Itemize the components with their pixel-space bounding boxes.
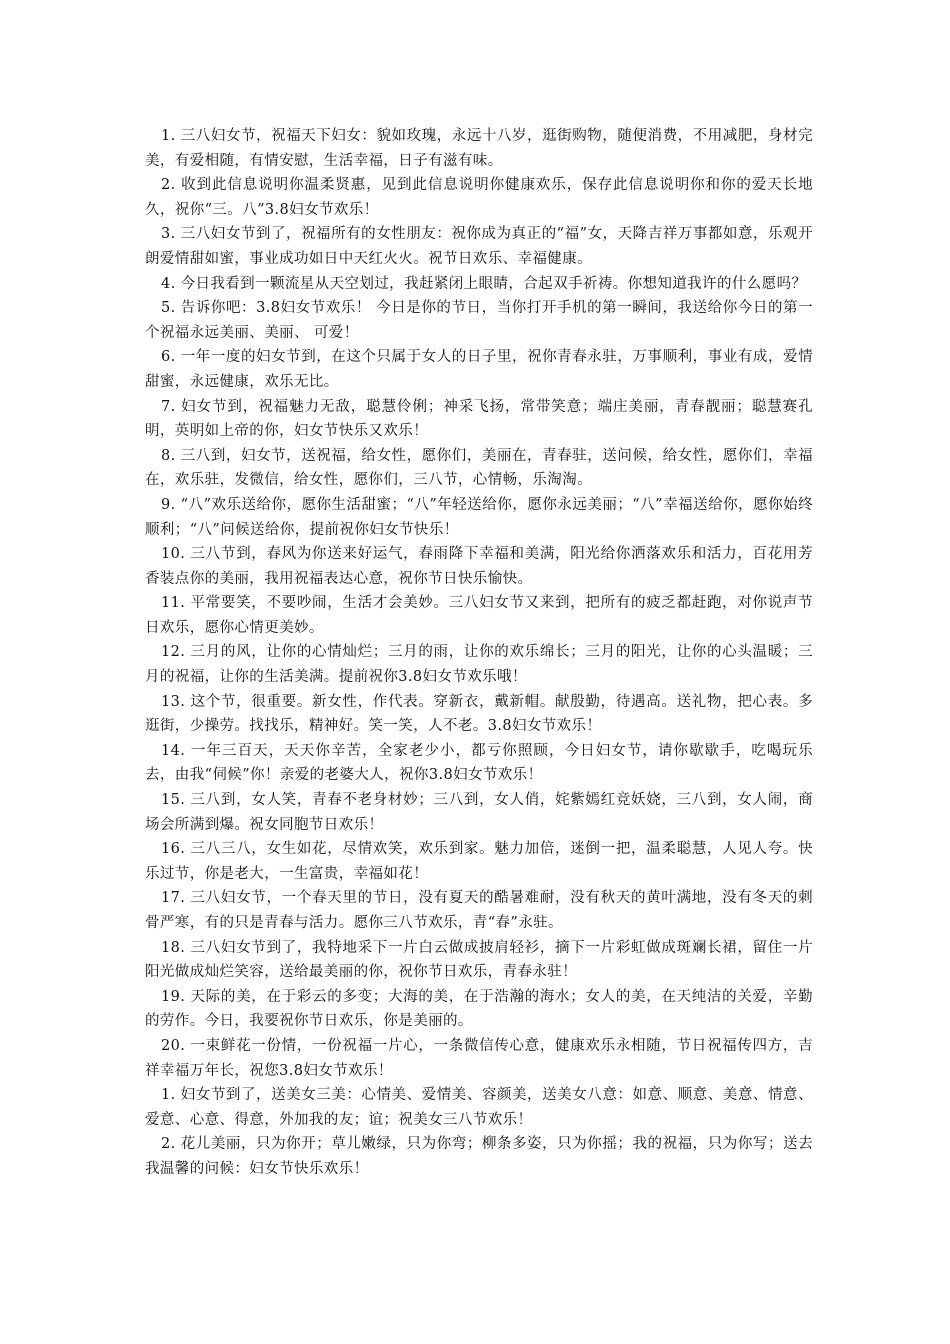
wish-paragraph-5: 5. 告诉你吧：3.8妇女节欢乐！ 今日是你的节日，当你打开手机的第一瞬间，我送给你今日的第一个祝福永远美丽、美丽、 可爱！ <box>145 300 813 341</box>
wish-paragraph-16: 16. 三八三八，女生如花，尽情欢笑，欢乐到家。魅力加倍，迷倒一把，温柔聪慧，人见人夸。快乐过节，你是老大，一生富贵，幸福如花！ <box>145 841 813 882</box>
wish-paragraph-4: 4. 今日我看到一颗流星从天空划过，我赶紧闭上眼睛，合起双手祈祷。你想知道我许的什么愿吗？ <box>160 275 807 292</box>
wish-paragraph-21: 1. 妇女节到了，送美女三美：心情美、爱情美、容颜美，送美女八意：如意、顺意、美意、情意、爱意、心意、得意，外加我的友；谊；祝美女三八节欢乐！ <box>145 1087 813 1128</box>
document-body <box>145 124 813 1182</box>
wish-paragraph-13: 13. 这个节，很重要。新女性，作代表。穿新衣，戴新帽。献殷勤，待遇高。送礼物，把心表。多逛街，少操劳。找找乐，精神好。笑一笑，人不老。3.8妇女节欢乐！ <box>145 693 813 735</box>
wish-paragraph-10: 10. 三八节到，春风为你送来好运气，春雨降下幸福和美满，阳光给你洒落欢乐和活力，百花用芳香装点你的美丽，我用祝福表达心意，祝你节日快乐愉快。 <box>145 546 813 587</box>
wish-paragraph-12: 12. 三月的风，让你的心情灿烂；三月的雨，让你的欢乐绵长；三月的阳光，让你的心头温暖；三月的祝福，让你的生活美满。提前祝你3.8妇女节欢乐哦！ <box>145 644 813 686</box>
wish-paragraph-3: 3. 三八妇女节到了，祝福所有的女性朋友：祝你成为真正的“福”女，天降吉祥万事都如意，乐观开朗爱情甜如蜜，事业成功如日中天红火火。祝节日欢乐、幸福健康。 <box>145 226 813 267</box>
wish-paragraph-2: 2. 收到此信息说明你温柔贤惠，见到此信息说明你健康欢乐，保存此信息说明你和你的爱天长地久，祝你“三。八”3.8妇女节欢乐！ <box>145 177 813 218</box>
wish-paragraph-19: 19. 天际的美，在于彩云的多变；大海的美，在于浩瀚的海水；女人的美，在天纯洁的关爱，辛勤的劳作。今日，我要祝你节日欢乐，你是美丽的。 <box>145 988 813 1030</box>
wish-paragraph-11: 11. 平常要笑，不要吵闹，生活才会美妙。三八妇女节又来到，把所有的疲乏都赶跑，对你说声节日欢乐，愿你心情更美妙。 <box>145 595 813 636</box>
wish-paragraph-14: 14. 一年三百天，天天你辛苦，全家老少小，都亏你照顾，今日妇女节，请你歇歇手，吃喝玩乐去，由我“伺候”你！亲爱的老婆大人，祝你3.8妇女节欢乐！ <box>145 742 813 784</box>
wish-paragraph-18: 18. 三八妇女节到了，我特地采下一片白云做成披肩轻衫，摘下一片彩虹做成斑斓长裙，留住一片阳光做成灿烂笑容，送给最美丽的你，祝你节日欢乐，青春永驻！ <box>145 939 813 981</box>
wish-paragraph-15: 15. 三八到，女人笑，青春不老身材妙；三八到，女人俏，姹紫嫣红竞妖娆，三八到，女人闹，商场会所满到爆。祝女同胞节日欢乐！ <box>145 792 813 833</box>
wish-paragraph-6: 6. 一年一度的妇女节到，在这个只属于女人的日子里，祝你青春永驻，万事顺利，事业有成，爱情甜蜜，永远健康，欢乐无比。 <box>145 349 813 390</box>
wish-paragraph-9: 9. “八”欢乐送给你，愿你生活甜蜜；“八”年轻送给你，愿你永远美丽；“八”幸福送给你，愿你始终顺利；“八”问候送给你，提前祝你妇女节快乐！ <box>145 496 813 538</box>
wish-paragraph-20: 20. 一束鲜花一份情，一份祝福一片心，一条微信传心意，健康欢乐永相随，节日祝福传四方，吉祥幸福万年长，祝您3.8妇女节欢乐！ <box>145 1037 813 1079</box>
wish-paragraph-22: 2. 花儿美丽，只为你开；草儿嫩绿，只为你弯；柳条多姿，只为你摇；我的祝福，只为你写；送去我温馨的问候：妇女节快乐欢乐！ <box>145 1136 813 1177</box>
wish-paragraph-17: 17. 三八妇女节，一个春天里的节日，没有夏天的酷暑难耐，没有秋天的黄叶满地，没有冬天的刺骨严寒，有的只是青春与活力。愿你三八节欢乐，青“春”永驻。 <box>145 890 813 931</box>
wish-paragraph-1: 1. 三八妇女节，祝福天下妇女：貌如玫瑰，永远十八岁，逛街购物，随便消费，不用减肥，身材完美，有爱相随，有情安慰，生活幸福，日子有滋有味。 <box>145 128 813 169</box>
wish-paragraph-7: 7. 妇女节到，祝福魅力无敌，聪慧伶俐；神采飞扬，常带笑意；端庄美丽，青春靓丽；聪慧赛孔明，英明如上帝的你，妇女节快乐又欢乐！ <box>145 398 813 440</box>
wish-paragraph-8: 8. 三八到，妇女节，送祝福，给女性，愿你们，美丽在，青春驻，送问候，给女性，愿你们，幸福在，欢乐驻，发微信，给女性，愿你们，三八节，心情畅，乐淘淘。 <box>145 447 813 489</box>
